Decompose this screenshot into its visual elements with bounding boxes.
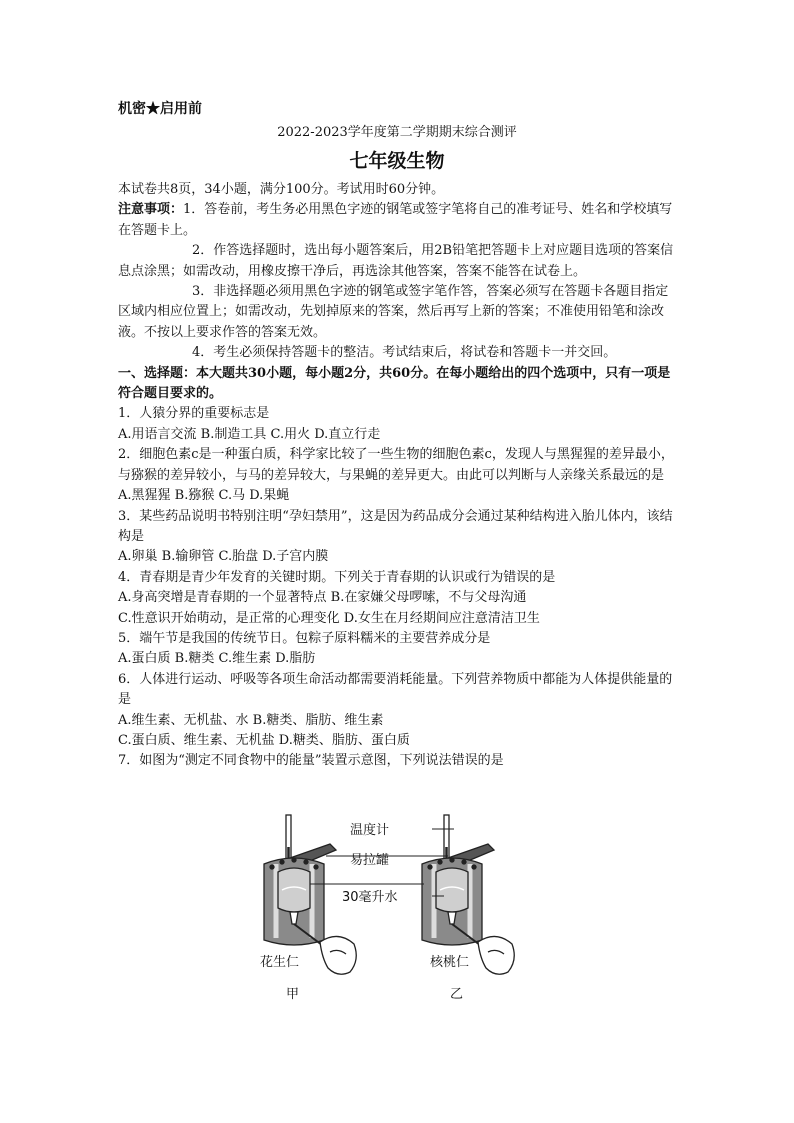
label-yi: 乙 xyxy=(450,987,464,1002)
question-4-options-cd: C.性意识开始萌动，是正常的心理变化 D.女生在月经期间应注意清洁卫生 xyxy=(118,610,540,626)
apparatus-right xyxy=(422,815,514,974)
notice-text-1: 1．答卷前，考生务必用黑色字迹的钢笔或签字笔将自己的准考证号、姓名和学校填写在答题卡上。 xyxy=(118,202,673,238)
question-5-options: A.蛋白质 B.糖类 C.维生素 D.脂肪 xyxy=(118,651,316,667)
question-6-options-cd: C.蛋白质、维生素、无机盐 D.糖类、脂肪、蛋白质 xyxy=(118,732,410,748)
section-heading: 一、选择题：本大题共30小题，每小题2分，共60分。在每小题给出的四个选项中，只有一项是符合题目要求的。 xyxy=(118,365,671,402)
label-thermometer: 温度计 xyxy=(350,823,390,838)
question-5: 5．端午节是我国的传统节日。包粽子原料糯米的主要营养成分是 xyxy=(118,630,491,646)
confidential-mark: 机密★启用前 xyxy=(118,101,202,117)
hand-left xyxy=(320,936,356,974)
exam-intro: 本试卷共8页，34小题，满分100分。考试用时60分钟。 xyxy=(118,182,445,197)
label-water: 30毫升水 xyxy=(342,890,398,905)
question-3: 3．某些药品说明书特别注明“孕妇禁用”，这是因为药品成分会通过某种结构进入胎儿体内，该结构是 xyxy=(118,508,673,544)
notice-item-3: 3．非选择题必须用黑色字迹的钢笔或签字笔作答，答案必须写在答题卡各题目指定区域内相应位置上；如需改动，先划掉原来的答案，然后再写上新的答案；不准使用铅笔和涂改液。不按以上要求作答的答案无效。 xyxy=(118,284,669,340)
exam-year-title: 2022-2023学年度第二学期期末综合测评 xyxy=(277,125,517,140)
question-1-options: A.用语言交流 B.制造工具 C.用火 D.直立行走 xyxy=(118,426,381,442)
label-can: 易拉罐 xyxy=(350,853,390,868)
question-2: 2．细胞色素c是一种蛋白质，科学家比较了一些生物的细胞色素c，发现人与黑猩猩的差异最小，与猕猴的差异较小，与马的差异较大，与果蝇的差异更大。由此可以判断与人亲缘关系最远的是 xyxy=(118,447,674,483)
notice-item-1 xyxy=(118,200,678,241)
subject-title: 七年级生物 xyxy=(349,150,445,172)
question-4-options-ab: A.身高突增是青春期的一个显著特点 B.在家嫌父母啰嗦，不与父母沟通 xyxy=(118,590,527,606)
notice-item-2: 2．作答选择题时，选出每小题答案后，用2B铅笔把答题卡上对应题目选项的答案信息点涂黑；如需改动，用橡皮擦干净后，再选涂其他答案，答案不能答在试卷上。 xyxy=(118,243,674,279)
label-peanut: 花生仁 xyxy=(260,955,300,970)
energy-experiment-figure xyxy=(254,812,554,1007)
question-4: 4．青春期是青少年发育的关键时期。下列关于青春期的认识或行为错误的是 xyxy=(118,569,556,585)
label-jia: 甲 xyxy=(286,987,300,1002)
experiment-apparatus-diagram xyxy=(254,812,554,1007)
question-2-options: A.黑猩猩 B.猕猴 C.马 D.果蝇 xyxy=(118,488,290,504)
notice-label: 注意事项： xyxy=(118,202,184,218)
question-6-options-ab: A.维生素、无机盐、水 B.糖类、脂肪、维生素 xyxy=(118,712,384,728)
question-6: 6．人体进行运动、呼吸等各项生命活动都需要消耗能量。下列营养物质中都能为人体提供能量的是 xyxy=(118,671,673,708)
question-3-options: A.卵巢 B.输卵管 C.胎盘 D.子宫内膜 xyxy=(118,549,329,565)
label-walnut: 核桃仁 xyxy=(430,955,470,970)
question-1: 1．人猿分界的重要标志是 xyxy=(118,406,270,422)
question-7: 7．如图为“测定不同食物中的能量”装置示意图，下列说法错误的是 xyxy=(118,753,504,769)
exam-body xyxy=(118,180,678,772)
hand-right xyxy=(478,936,514,974)
notice-item-4: 4．考生必须保持答题卡的整洁。考试结束后，将试卷和答题卡一并交回。 xyxy=(192,345,617,361)
